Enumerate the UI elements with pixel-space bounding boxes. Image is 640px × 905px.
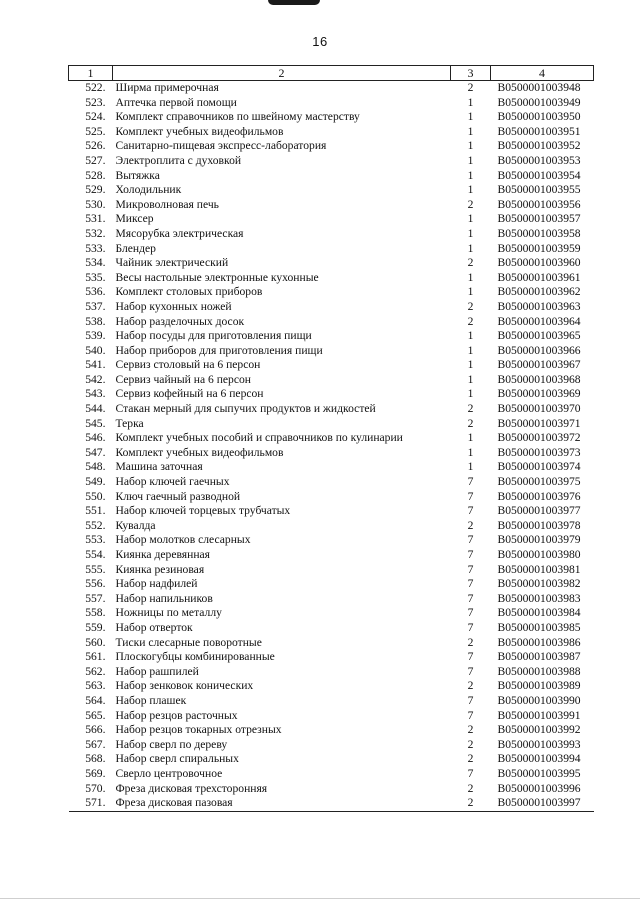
- row-item-name: Миксер: [115, 212, 154, 226]
- row-quantity: 1: [467, 343, 474, 357]
- table-row: [69, 621, 594, 636]
- table-row: [69, 198, 594, 213]
- row-quantity: 2: [467, 723, 474, 737]
- row-inventory-code: B0500001003957: [497, 212, 581, 226]
- table-row: [69, 387, 594, 402]
- row-item-name: Ширма примерочная: [115, 81, 219, 94]
- row-number: 529.: [85, 183, 106, 197]
- row-number: 552.: [85, 518, 106, 532]
- row-number: 525.: [85, 124, 106, 138]
- row-item-name: Набор приборов для приготовления пищи: [115, 343, 323, 357]
- row-item-name: Фреза дисковая трехсторонняя: [115, 781, 268, 795]
- row-inventory-code: B0500001003981: [497, 562, 581, 576]
- row-quantity: 1: [467, 387, 474, 401]
- row-item-name: Сервиз столовый на 6 персон: [115, 358, 261, 372]
- table-row: [69, 723, 594, 738]
- row-inventory-code: B0500001003962: [497, 285, 581, 299]
- table-row: [69, 315, 594, 330]
- row-quantity: 1: [467, 372, 474, 386]
- row-inventory-code: B0500001003967: [497, 358, 581, 372]
- row-inventory-code: B0500001003964: [497, 314, 581, 328]
- row-inventory-code: B0500001003971: [497, 416, 581, 430]
- row-quantity: 2: [467, 314, 474, 328]
- row-inventory-code: B0500001003972: [497, 431, 581, 445]
- row-inventory-code: B0500001003979: [497, 533, 581, 547]
- row-inventory-code: B0500001003980: [497, 548, 581, 561]
- row-inventory-code: B0500001003956: [497, 197, 581, 211]
- row-item-name: Киянка деревянная: [115, 548, 211, 561]
- row-number: 527.: [85, 153, 106, 167]
- row-item-name: Чайник электрический: [115, 256, 229, 270]
- row-inventory-code: B0500001003961: [497, 270, 581, 284]
- table-row: [69, 446, 594, 461]
- table-row: [69, 796, 594, 811]
- row-number: 555.: [85, 562, 106, 576]
- row-quantity: 1: [467, 212, 474, 226]
- row-item-name: Киянка резиновая: [115, 562, 205, 576]
- row-number: 554.: [85, 548, 106, 561]
- row-item-name: Набор разделочных досок: [115, 314, 245, 328]
- row-inventory-code: B0500001003948: [497, 81, 581, 94]
- row-inventory-code: B0500001003996: [497, 781, 581, 795]
- table-row: [69, 431, 594, 446]
- row-item-name: Терка: [115, 416, 144, 430]
- row-inventory-code: B0500001003987: [497, 650, 581, 664]
- row-quantity: 2: [467, 518, 474, 532]
- row-item-name: Комплект учебных видеофильмов: [115, 445, 284, 459]
- row-item-name: Набор молотков слесарных: [115, 533, 251, 547]
- row-inventory-code: B0500001003994: [497, 752, 581, 766]
- row-quantity: 7: [467, 562, 474, 576]
- table-row: [69, 256, 594, 271]
- row-number: 541.: [85, 358, 106, 372]
- row-inventory-code: B0500001003990: [497, 693, 581, 707]
- table-row: [69, 110, 594, 125]
- row-quantity: 2: [467, 781, 474, 795]
- row-item-name: Кувалда: [115, 518, 156, 532]
- row-inventory-code: B0500001003995: [497, 766, 581, 780]
- row-quantity: 2: [467, 635, 474, 649]
- row-inventory-code: B0500001003959: [497, 241, 581, 255]
- table-row: [69, 752, 594, 767]
- row-quantity: 1: [467, 460, 474, 474]
- table-row: [69, 709, 594, 724]
- row-item-name: Набор сверл спиральных: [115, 752, 239, 766]
- row-number: 550.: [85, 489, 106, 503]
- row-inventory-code: B0500001003950: [497, 110, 581, 124]
- row-inventory-code: B0500001003963: [497, 299, 581, 313]
- row-number: 551.: [85, 504, 106, 518]
- table-row: [69, 679, 594, 694]
- row-item-name: Фреза дисковая пазовая: [113, 796, 451, 811]
- row-quantity: 7: [467, 766, 474, 780]
- row-item-name: Набор кухонных ножей: [115, 299, 232, 313]
- header-col-1: 1: [69, 66, 113, 81]
- row-quantity: 1: [467, 285, 474, 299]
- row-number: 531.: [85, 212, 106, 226]
- row-number: 569.: [85, 766, 106, 780]
- table-row: [69, 271, 594, 286]
- row-number: 562.: [85, 664, 106, 678]
- row-inventory-code: B0500001003993: [497, 737, 581, 751]
- table-row: [69, 227, 594, 242]
- row-item-name: Ножницы по металлу: [115, 606, 222, 620]
- row-inventory-code: B0500001003970: [497, 402, 581, 416]
- table-row: [69, 738, 594, 753]
- table-row: [69, 417, 594, 432]
- row-quantity: 2: [467, 416, 474, 430]
- table-row: [69, 125, 594, 140]
- row-inventory-code: B0500001003988: [497, 664, 581, 678]
- equipment-table: [68, 65, 594, 812]
- row-inventory-code: B0500001003958: [497, 226, 581, 240]
- row-quantity: 7: [467, 693, 474, 707]
- row-item-name: Набор резцов токарных отрезных: [115, 723, 282, 737]
- row-item-name: Комплект справочников по швейному мастерству: [115, 110, 360, 124]
- table-row: [69, 577, 594, 592]
- row-number: 539.: [85, 329, 106, 343]
- row-inventory-code: B0500001003973: [497, 445, 581, 459]
- table-row: [69, 81, 594, 96]
- bottom-rule: [0, 898, 640, 899]
- row-quantity: 7: [467, 606, 474, 620]
- row-inventory-code: B0500001003975: [497, 475, 581, 489]
- row-number: 545.: [85, 416, 106, 430]
- table-row: [69, 548, 594, 563]
- table-row: [69, 183, 594, 198]
- table-row: [69, 782, 594, 797]
- row-number: 559.: [85, 620, 106, 634]
- row-inventory-code: B0500001003953: [497, 153, 581, 167]
- row-quantity: 2: [467, 197, 474, 211]
- row-number: 523.: [85, 95, 106, 109]
- row-number: 532.: [85, 226, 106, 240]
- row-number: 537.: [85, 299, 106, 313]
- row-item-name: Набор сверл по дереву: [115, 737, 228, 751]
- row-number: 546.: [85, 431, 106, 445]
- row-item-name: Вытяжка: [115, 168, 160, 182]
- row-quantity: 1: [467, 329, 474, 343]
- row-quantity: 7: [467, 489, 474, 503]
- row-number: 530.: [85, 197, 106, 211]
- row-number: 558.: [85, 606, 106, 620]
- row-item-name: Мясорубка электрическая: [115, 226, 244, 240]
- row-inventory-code: B0500001003997: [491, 796, 594, 811]
- row-inventory-code: B0500001003949: [497, 95, 581, 109]
- table-row: [69, 242, 594, 257]
- header-col-4: 4: [491, 66, 594, 81]
- row-inventory-code: B0500001003978: [497, 518, 581, 532]
- row-number: 566.: [85, 723, 106, 737]
- row-number: 524.: [85, 110, 106, 124]
- table-row: [69, 767, 594, 782]
- table-row: [69, 533, 594, 548]
- row-inventory-code: B0500001003954: [497, 168, 581, 182]
- row-number: 535.: [85, 270, 106, 284]
- row-quantity: 1: [467, 358, 474, 372]
- table-row: [69, 490, 594, 505]
- table-row: [69, 96, 594, 111]
- row-number: 536.: [85, 285, 106, 299]
- row-quantity: 1: [467, 168, 474, 182]
- row-number: 522.: [85, 81, 106, 94]
- row-inventory-code: B0500001003985: [497, 620, 581, 634]
- row-item-name: Набор напильников: [115, 591, 213, 605]
- row-item-name: Набор ключей торцевых трубчатых: [115, 504, 291, 518]
- row-quantity: 1: [467, 270, 474, 284]
- row-quantity: 1: [467, 110, 474, 124]
- row-item-name: Электроплита с духовкой: [115, 153, 242, 167]
- row-number: 568.: [85, 752, 106, 766]
- row-quantity: 7: [467, 591, 474, 605]
- table-row: [69, 606, 594, 621]
- row-item-name: Аптечка первой помощи: [115, 95, 237, 109]
- row-number: 528.: [85, 168, 106, 182]
- row-quantity: 7: [467, 620, 474, 634]
- row-quantity: 1: [467, 183, 474, 197]
- row-quantity: 1: [467, 95, 474, 109]
- row-number: 533.: [85, 241, 106, 255]
- row-quantity: 1: [467, 445, 474, 459]
- row-item-name: Сервиз чайный на 6 персон: [115, 372, 251, 386]
- row-item-name: Стакан мерный для сыпучих продуктов и жидкостей: [115, 402, 376, 416]
- row-item-name: Весы настольные электронные кухонные: [115, 270, 319, 284]
- row-number: 557.: [85, 591, 106, 605]
- row-number: 565.: [85, 708, 106, 722]
- row-quantity: 1: [467, 431, 474, 445]
- row-inventory-code: B0500001003955: [497, 183, 581, 197]
- table-row: [69, 636, 594, 651]
- row-quantity: 1: [467, 226, 474, 240]
- row-item-name: Набор зенковок конических: [115, 679, 254, 693]
- row-quantity: 7: [467, 577, 474, 591]
- row-item-name: Набор рашпилей: [115, 664, 199, 678]
- row-quantity: 7: [467, 475, 474, 489]
- row-inventory-code: B0500001003989: [497, 679, 581, 693]
- row-quantity: 2: [467, 81, 474, 94]
- row-number: 548.: [85, 460, 106, 474]
- row-item-name: Комплект учебных пособий и справочников по кулинарии: [115, 431, 403, 445]
- row-quantity: 7: [467, 504, 474, 518]
- row-quantity: 1: [467, 241, 474, 255]
- row-item-name: Холодильник: [115, 183, 182, 197]
- row-quantity: 7: [467, 664, 474, 678]
- row-quantity: 2: [467, 299, 474, 313]
- table-row: [69, 344, 594, 359]
- table-row: [69, 169, 594, 184]
- row-quantity: 2: [467, 256, 474, 270]
- row-number: 553.: [85, 533, 106, 547]
- table-body: [69, 81, 594, 812]
- row-item-name: Набор посуды для приготовления пищи: [115, 329, 312, 343]
- row-number: 560.: [85, 635, 106, 649]
- row-number: 549.: [85, 475, 106, 489]
- table-row: [69, 563, 594, 578]
- row-number: 538.: [85, 314, 106, 328]
- row-inventory-code: B0500001003969: [497, 387, 581, 401]
- table-row: [69, 694, 594, 709]
- row-inventory-code: B0500001003991: [497, 708, 581, 722]
- row-number: 547.: [85, 445, 106, 459]
- row-inventory-code: B0500001003951: [497, 124, 581, 138]
- row-number: 543.: [85, 387, 106, 401]
- row-inventory-code: B0500001003976: [497, 489, 581, 503]
- row-inventory-code: B0500001003984: [497, 606, 581, 620]
- row-number: 542.: [85, 372, 106, 386]
- row-number: 564.: [85, 693, 106, 707]
- row-inventory-code: B0500001003986: [497, 635, 581, 649]
- row-quantity: 7: [467, 533, 474, 547]
- row-number: 556.: [85, 577, 106, 591]
- row-item-name: Машина заточная: [115, 460, 203, 474]
- row-item-name: Комплект учебных видеофильмов: [115, 124, 284, 138]
- row-quantity: 1: [467, 139, 474, 153]
- table-row: [69, 212, 594, 227]
- row-inventory-code: B0500001003983: [497, 591, 581, 605]
- row-number: 561.: [85, 650, 106, 664]
- row-inventory-code: B0500001003960: [497, 256, 581, 270]
- row-quantity: 7: [467, 548, 474, 561]
- table-row: [69, 504, 594, 519]
- row-item-name: Набор плашек: [115, 693, 187, 707]
- table-header-row: [69, 66, 594, 81]
- row-item-name: Набор ключей гаечных: [115, 475, 230, 489]
- row-item-name: Санитарно-пищевая экспресс-лаборатория: [115, 139, 327, 153]
- row-item-name: Ключ гаечный разводной: [115, 489, 241, 503]
- row-item-name: Комплект столовых приборов: [115, 285, 263, 299]
- row-quantity: 2: [451, 796, 491, 811]
- row-quantity: 2: [467, 752, 474, 766]
- table-row: [69, 139, 594, 154]
- row-quantity: 2: [467, 679, 474, 693]
- row-item-name: Плоскогубцы комбинированные: [115, 650, 275, 664]
- row-item-name: Набор резцов расточных: [115, 708, 238, 722]
- row-number: 570.: [85, 781, 106, 795]
- table-row: [69, 329, 594, 344]
- row-number: 571.: [69, 796, 113, 811]
- table-row: [69, 358, 594, 373]
- row-inventory-code: B0500001003974: [497, 460, 581, 474]
- row-quantity: 2: [467, 737, 474, 751]
- page-number: 16: [312, 34, 328, 49]
- row-number: 526.: [85, 139, 106, 153]
- table-row: [69, 475, 594, 490]
- row-inventory-code: B0500001003982: [497, 577, 581, 591]
- row-inventory-code: B0500001003977: [497, 504, 581, 518]
- row-quantity: 7: [467, 650, 474, 664]
- row-item-name: Блендер: [115, 241, 156, 255]
- header-col-3: 3: [451, 66, 491, 81]
- row-item-name: Микроволновая печь: [115, 197, 219, 211]
- table-row: [69, 300, 594, 315]
- table-row: [69, 402, 594, 417]
- table-row: [69, 519, 594, 534]
- row-inventory-code: B0500001003992: [497, 723, 581, 737]
- row-item-name: Сервиз кофейный на 6 персон: [115, 387, 264, 401]
- row-quantity: 1: [467, 153, 474, 167]
- row-inventory-code: B0500001003968: [497, 372, 581, 386]
- row-inventory-code: B0500001003965: [497, 329, 581, 343]
- table-row: [69, 592, 594, 607]
- row-quantity: 1: [467, 124, 474, 138]
- table-row: [69, 285, 594, 300]
- row-inventory-code: B0500001003952: [497, 139, 581, 153]
- table-row: [69, 373, 594, 388]
- row-quantity: 7: [467, 708, 474, 722]
- header-col-2: 2: [113, 66, 451, 81]
- table-row: [69, 665, 594, 680]
- row-item-name: Тиски слесарные поворотные: [115, 635, 262, 649]
- row-inventory-code: B0500001003966: [497, 343, 581, 357]
- table-row: [69, 460, 594, 475]
- row-number: 540.: [85, 343, 106, 357]
- row-number: 534.: [85, 256, 106, 270]
- table-row: [69, 154, 594, 169]
- row-number: 563.: [85, 679, 106, 693]
- row-number: 544.: [85, 402, 106, 416]
- row-item-name: Набор надфилей: [115, 577, 198, 591]
- row-quantity: 2: [467, 402, 474, 416]
- table-row: [69, 650, 594, 665]
- row-item-name: Сверло центровочное: [115, 766, 223, 780]
- row-item-name: Набор отверток: [115, 620, 193, 634]
- top-scan-mark: [268, 0, 320, 5]
- row-number: 567.: [85, 737, 106, 751]
